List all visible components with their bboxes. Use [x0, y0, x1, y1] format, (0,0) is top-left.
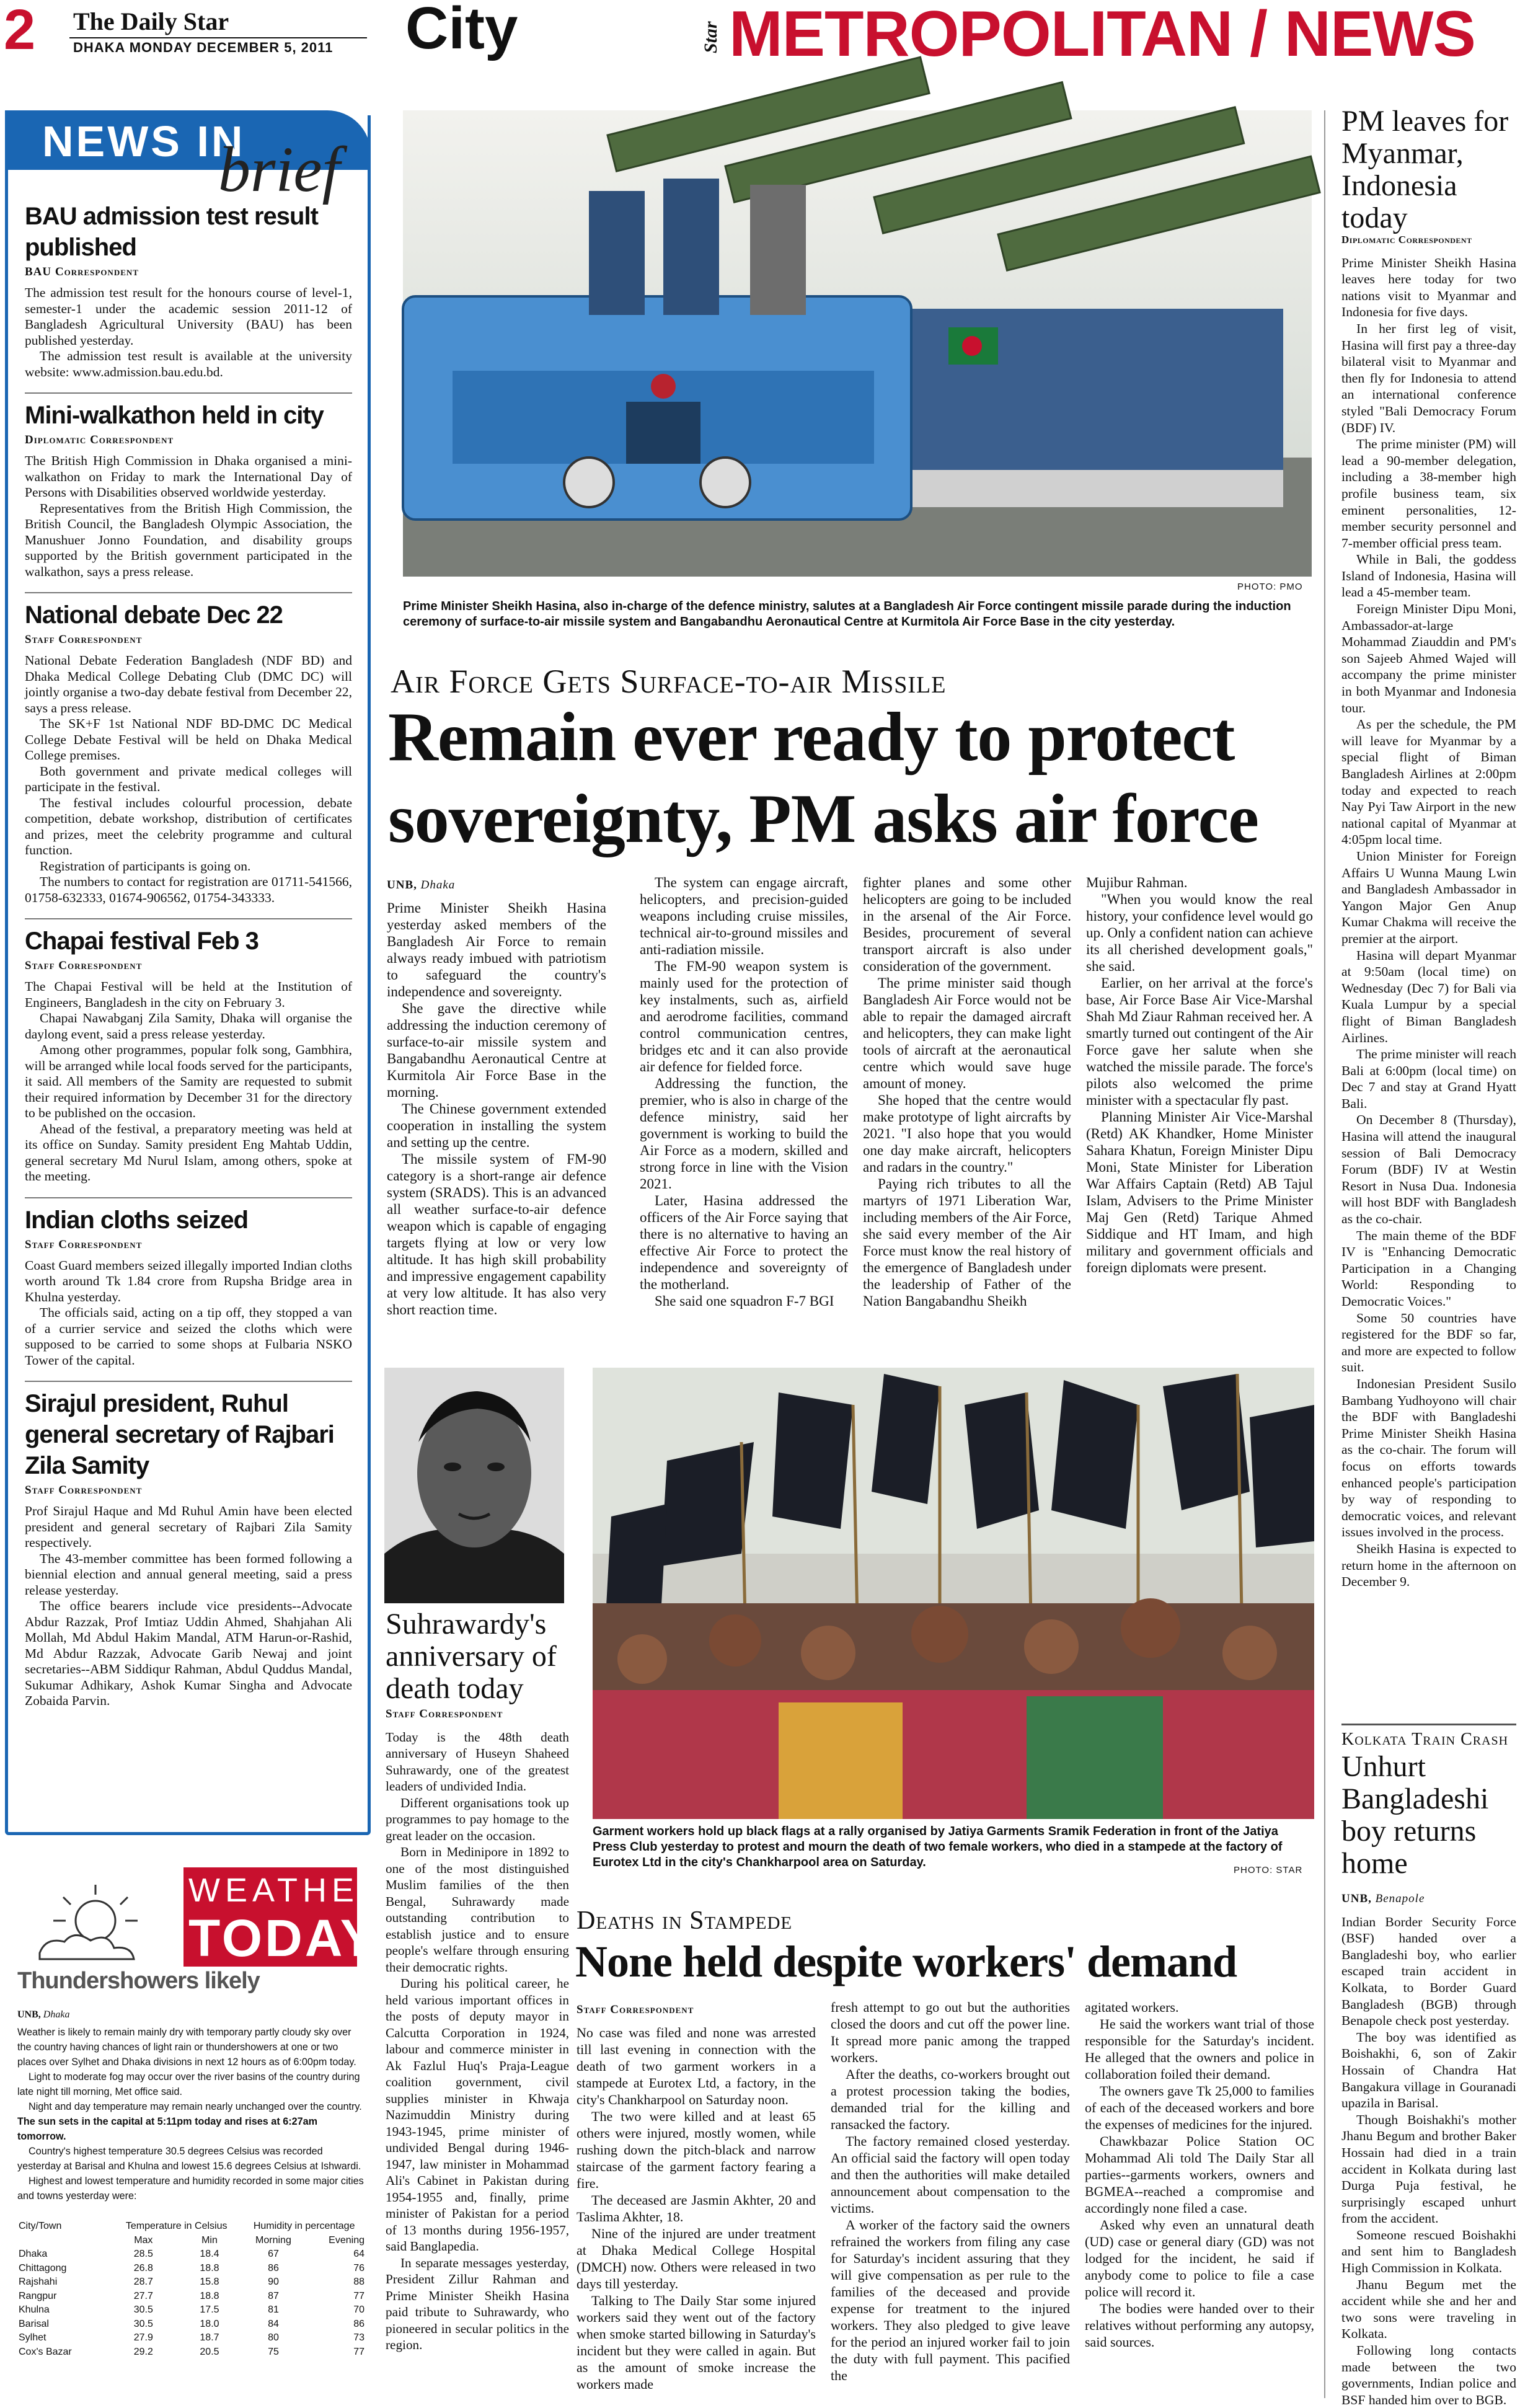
- paragraph: Earlier, on her arrival at the force's base, Air Force Base Air Vice-Marshal Shah Md Ziaur Rahman received her. A smartly turned out contingent of the Air Force gave her salute when she watched the missile parade. The force's pilots also welcomed the prime minister with a spectacular fly past.: [1086, 975, 1313, 1108]
- paragraph: She hoped that the centre would make prototype of light aircrafts by 2021. "I also hope that you would one day make aircraft, helicopters and radars in the country.": [863, 1092, 1071, 1175]
- paragraph: In her first leg of visit, Hasina will first pay a three-day bilateral visit to Myanmar and then fly for Indonesia to attend an international conference styled "Bali Democracy Forum (BDF) IV.: [1341, 321, 1516, 435]
- paragraph: Paying rich tributes to all the martyrs of 1971 Liberation War, including members of the Air Force, she said every member of the Air Force must know the real history of the emergence of Bangladesh under the leadership of Father of the Nation Bangabandhu Sheikh: [863, 1176, 1071, 1309]
- section-title: METROPOLITAN / NEWS: [729, 0, 1475, 70]
- weather-row: [17, 2262, 366, 2276]
- weather-cell: 18.0: [200, 2318, 219, 2329]
- weather-box: [9, 1854, 388, 2399]
- paragraph: Ahead of the festival, a preparatory meeting was held at its office on Sunday. Samity president Eng Mahtab Uddin, general secretary Md Nurul Islam, among others, spoke at the meeting.: [25, 1121, 352, 1184]
- weather-cell: 67: [268, 2249, 279, 2260]
- brief-separator: [25, 1381, 352, 1382]
- paragraph: Planning Minister Air Vice-Marshal (Retd) AK Khandker, Home Minister Sahara Khatun, Foreign Minister Dipu Moni, State Minister for Liberation War Affairs Captain (Retd) AB Tajul Islam, Advisers to the Prime Minister Maj Gen (Retd) Tarique Ahmed Siddique and HT Imam, and high military and government officials and foreign diplomats were present.: [1086, 1109, 1313, 1275]
- weather-cell: Dhaka: [19, 2249, 48, 2260]
- weather-row: [17, 2317, 366, 2332]
- weather-row: [17, 2345, 366, 2360]
- main-headline-1: Remain ever ready to protect: [388, 699, 1235, 776]
- weather-body: [17, 2007, 366, 2203]
- weather-cell: Sylhet: [19, 2332, 46, 2344]
- paragraph: A worker of the factory said the owners refrained the workers from filing any case for Saturday's incident assuring that they will give compensation as per rule to the families of the deceased and provide expense for treatment to the injured workers. They also pledged to give leave for the period an injured worker fail to join the duty with full payment. This pacified the: [831, 2217, 1070, 2383]
- paragraph: On December 8 (Thursday), Hasina will attend the inaugural session of Bali Democracy Forum (BDF) IV at Westin Resort in Nusa Dua. Indonesia will host BDF with Bangladesh as the co-chair.: [1341, 1112, 1516, 1227]
- paragraph: The prime minister said though Bangladesh Air Force would not be able to repair the damaged aircraft and helicopters, they can make light tools of aircraft at the aeronautical centre which would save huge amount of money.: [863, 975, 1071, 1091]
- paragraph: The 43-member committee has been formed following a biennial election and annual general meeting, said a press release yesterday.: [25, 1551, 352, 1598]
- sun-cloud-icon: [21, 1872, 170, 1965]
- paragraph: fresh attempt to go out but the authorities closed the doors and cut off the power line. It spread more panic among the trapped workers.: [831, 1999, 1070, 2065]
- paragraph: Country's highest temperature 30.5 degrees Celsius was recorded yesterday at Barisal and Khulna and lowest 15.6 degrees Celsius at Ishwardi.: [17, 2146, 361, 2172]
- brief-headline: Chapai festival Feb 3: [25, 927, 258, 955]
- paragraph: Hasina will depart Myanmar at 9:50am (local time) on Wednesday (Dec 7) for Bali via Kuala Lumpur by a special flight of Biman Bangladesh Airlines.: [1341, 947, 1516, 1045]
- crowd: [593, 1598, 1314, 1819]
- brief-byline: Staff Correspondent: [25, 1237, 143, 1251]
- top-photo-credit: PHOTO: PMO: [1237, 582, 1303, 592]
- pm-leaves-headline: PM leaves for Myanmar, Indonesia today: [1341, 105, 1509, 234]
- paragraph: Someone rescued Boishakhi and sent him to Bangladesh High Commission in Kolkata.: [1341, 2227, 1516, 2276]
- weather-cell: 80: [268, 2332, 279, 2344]
- suhrawardy-body: [386, 1706, 569, 2401]
- paragraph: Addressing the function, the premier, who is also in charge of the defence ministry, said her government is working to build the Air Force as a modern, skilled and strong force in line with the Vision 2021.: [640, 1076, 848, 1192]
- unhurt-byline: [1341, 1891, 1516, 1908]
- paragraph: The factory remained closed yesterday. An official said the factory will open today and then the authorities will make detailed announcement about compensation to the victims.: [831, 2133, 1070, 2216]
- weather-cell: 17.5: [200, 2304, 219, 2316]
- brief-headline: National debate Dec 22: [25, 601, 283, 629]
- suhrawardy-portrait: [384, 1368, 564, 1603]
- paragraph: The main theme of the BDF IV is "Enhancing Democratic Participation in a Changing World: Responding to Democratic Voices.": [1341, 1228, 1516, 1309]
- dateline: DHAKA MONDAY DECEMBER 5, 2011: [73, 40, 334, 55]
- paragraph: Highest and lowest temperature and humidity recorded in some major cities and towns yesterday were:: [17, 2176, 364, 2202]
- stampede-headline: None held despite workers' demand: [575, 1937, 1237, 1986]
- paragraph: "When you would know the real history, your confidence level would go up. Only a confident nation can achieve its all cherished development goals," she said.: [1086, 892, 1313, 974]
- weather-table-head-hum: Humidity in percentage: [253, 2221, 355, 2232]
- weather-row: [17, 2290, 366, 2304]
- weather-table: [17, 2220, 366, 2359]
- weather-cell: 30.5: [133, 2318, 153, 2329]
- paragraph: No case was filed and none was arrested till last evening in connection with the death of two garment workers in a stampede at Eurotex Ltd, a factory, in the city's Chankharpool on Saturday noon.: [577, 2025, 816, 2107]
- paragraph: Different organisations took up programmes to pay homage to the great leader on the occasion.: [386, 1795, 569, 1843]
- unhurt-kicker: Kolkata Train Crash: [1341, 1730, 1509, 1749]
- unhurt-headline: Unhurt Bangladeshi boy returns home: [1341, 1750, 1489, 1880]
- weather-cell: Chittagong: [19, 2262, 67, 2273]
- rally-photo: [593, 1368, 1314, 1819]
- weather-cell: 28.5: [133, 2249, 153, 2260]
- weather-cell: 28.7: [133, 2277, 153, 2288]
- main-byline-source: UNB,: [387, 879, 417, 892]
- paragraph: The prime minister will reach Bali at 6:00pm (local time) on Dec 7 and stay at Grand Hyatt Bali.: [1341, 1047, 1516, 1111]
- weather-cell: 75: [268, 2346, 279, 2357]
- paragraph: The two were killed and at least 65 others were injured, mostly women, while rushing down the pitch-black and narrow staircase of the garment factory fearing a fire.: [577, 2109, 816, 2191]
- suhrawardy-paragraphs: [386, 1729, 569, 2353]
- paragraph: Some 50 countries have registered for the BDF so far, and more are expected to follow suit.: [1341, 1310, 1516, 1375]
- paragraph: Representatives from the British High Commission, the British Council, the Bangladesh Olympic Association, the Manushuer Jonno Foundation, and disability groups supported by the British government participated in the walkathon, says a press release.: [25, 500, 352, 579]
- paragraph: Nine of the injured are under treatment at Dhaka Medical College Hospital (DMCH) now. Others were released in two days till yesterday.: [577, 2226, 816, 2291]
- brief-item: [25, 1205, 352, 1369]
- pm-leaves-body: [1341, 232, 1516, 1732]
- paragraph: She said one squadron F-7 BGI: [655, 1293, 834, 1309]
- news-in-brief-script: brief: [218, 134, 340, 205]
- paragraph: Indian Border Security Force (BSF) handed over a Bangladeshi boy, who earlier escaped train accident in Kolkata, to Border Guard Bangladesh (BGB) through Benapole check post yesterday.: [1341, 1914, 1516, 2029]
- paragraph: Indonesian President Susilo Bambang Yudhoyono will chair the BDF with Bangladeshi Prime Minister Sheikh Hasina as the co-chair. The forum will focus on efforts towards enhanced people's participation by way of responding to democratic voices, and relevant issues involved in the process.: [1341, 1376, 1516, 1540]
- news-in-brief-title: NEWS IN: [42, 117, 245, 166]
- weather-title-1: WEATHER: [188, 1872, 388, 1909]
- paragraph: As per the schedule, the PM will leave for Myanmar by a special flight of Biman Bangladesh Airlines at 2:00pm today and expected to reach Nay Pyi Taw Airport in the new national capital of Myanmar at 4:05pm local time.: [1341, 717, 1516, 848]
- main-col-1-paragraphs: [387, 900, 606, 1318]
- header-rule: [69, 37, 367, 38]
- weather-cell: 18.7: [200, 2332, 219, 2344]
- paragraph: Though Boishakhi's mother Jhanu Begum and brother Baker Hossain had died in a train accident in Kolkata during last Durga Puja festival, he surprisingly escaped unhurt from the accident.: [1341, 2112, 1516, 2226]
- brief-body: [25, 653, 352, 906]
- weather-cell: 20.5: [200, 2346, 219, 2357]
- weather-cell: 86: [268, 2262, 279, 2273]
- brief-byline: Staff Correspondent: [25, 959, 143, 972]
- weather-cell: 30.5: [133, 2304, 153, 2316]
- weather-byline-place: Dhaka: [43, 2009, 70, 2020]
- paragraph: Weather is likely to remain mainly dry with temporary partly cloudy sky over the country having chances of light rain or thundershowers at one or two places over Sylhet and Dhaka divisions in next 12 hours as of 6:00pm today.: [17, 2027, 356, 2068]
- weather-byline-source: UNB,: [17, 2009, 41, 2020]
- weather-cell: 70: [353, 2304, 365, 2316]
- blue-jeep: [403, 296, 911, 520]
- brief-separator: [25, 1197, 352, 1198]
- brief-item: [25, 400, 352, 580]
- weather-cell: 77: [353, 2290, 365, 2301]
- weather-cell: 86: [353, 2318, 365, 2329]
- paragraph: Union Minister for Foreign Affairs U Wunna Maung Lwin and Bangladesh Ambassador in Yangon Major Gen Anup Kumar Chakma will receive the premier at the airport.: [1341, 848, 1516, 946]
- brief-separator: [25, 918, 352, 919]
- weather-cell: 81: [268, 2304, 279, 2316]
- unhurt-byline-place: Benapole: [1375, 1892, 1425, 1905]
- paragraph: Asked why even an unnatural death (UD) case or general diary (GD) was not lodged for the incident, he said if anybody come to police to file a case police will record it.: [1085, 2217, 1314, 2300]
- weather-cell: 29.2: [133, 2346, 153, 2357]
- weather-table-sub-min: Min: [201, 2234, 218, 2246]
- weather-cell: 84: [268, 2318, 279, 2329]
- brief-headline: BAU admission test result published: [25, 203, 318, 261]
- brief-byline: BAU Correspondent: [25, 265, 139, 278]
- suhrawardy-headline: Suhrawardy's anniversary of death today: [386, 1608, 557, 1705]
- paragraph: The Chinese government extended cooperation in installing the system and setting up the centre.: [387, 1101, 606, 1150]
- weather-cell: Khulna: [19, 2304, 50, 2316]
- paragraph: During his political career, he held various important offices in the posts of deputy mayor in Calcutta Corporation in 1924, labour and commerce minister in Ak Fazlul Huq's Praja-League coalition government, civil supplies minister in Khwaja Nazimuddin Ministry during 1943-1945, prime minister of undivided Bengal during 1946-1947, law minister in Mohammad Ali's Cabinet in Pakistan during 1954-1955 and, finally, prime minister of Pakistan for a period of 13 months during 1956-1957, said Banglapedia.: [386, 1976, 569, 2254]
- weather-cell: 64: [353, 2249, 365, 2260]
- brief-headline: Mini-walkathon held in city: [25, 402, 324, 429]
- weather-cell: 15.8: [200, 2277, 219, 2288]
- paragraph: The system can engage aircraft, helicopters, and precision-guided weapons including cruise missiles, technical air-to-ground missiles and anti-radiation missile.: [640, 875, 848, 957]
- paragraph: Foreign Minister Dipu Moni, Ambassador-at-large Mohammad Ziauddin and PM's son Sajeeb Ahmed Wajed will accompany the prime minister in both Myanmar and Indonesia tour.: [1341, 601, 1516, 715]
- right-column-separator: [1341, 1724, 1516, 1725]
- paragraph: The festival includes colourful procession, debate competition, debate workshop, distribution of certificates and prizes, meet the celebrity programme and cultural function.: [25, 795, 352, 857]
- brief-headline: Indian cloths seized: [25, 1206, 249, 1234]
- paragraph: Among other programmes, popular folk song, Gambhira, will be arranged while local foods served for the participants, it said. All members of the Samity are requested to submit their required information by December 31 for the directory to be published on the occasion.: [25, 1042, 352, 1120]
- paragraph: Following long contacts made between the two governments, Indian police and BSF handed him over to BGB.: [1341, 2343, 1516, 2407]
- weather-table-head-city: City/Town: [19, 2221, 62, 2232]
- paragraph: The admission test result is available at the university website: www.admission.bau.edu.bd.: [25, 348, 352, 379]
- paragraph: In separate messages yesterday, President Zillur Rahman and Prime Minister Sheikh Hasina paid tribute to Suhrawardy, who pioneered in secular politics in the region.: [386, 2255, 569, 2352]
- rally-photo-credit: PHOTO: STAR: [1234, 1865, 1303, 1875]
- weather-table-sub-evening: Evening: [329, 2234, 365, 2246]
- paragraph: fighter planes and some other helicopters are going to be included in the arsenal of the Air Force. Besides, procurement of several transport aircraft is also under consideration of the government.: [863, 875, 1071, 974]
- main-kicker: Air Force Gets Surface-to-air Missile: [391, 663, 947, 700]
- suhrawardy-byline: Staff Correspondent: [386, 1707, 503, 1720]
- paragraph: agitated workers.: [1085, 1999, 1179, 2015]
- paragraph: Prof Sirajul Haque and Md Ruhul Amin have been elected president and general secretary of Rajbari Zila Samity respectively.: [25, 1503, 352, 1550]
- weather-cell: 87: [268, 2290, 279, 2301]
- weather-table-head-temp: Temperature in Celsius: [125, 2221, 228, 2232]
- weather-table-subhead: [17, 2234, 366, 2248]
- paragraph: The British High Commission in Dhaka organised a mini-walkathon on Friday to mark the International Day of Persons with Disabilities observed worldwide yesterday.: [25, 453, 352, 500]
- rally-photo-caption: Garment workers hold up black flags at a rally organised by Jatiya Garments Sramik Federation in front of the Jatiya Press Club yesterday to protest and mourn the death of two female workers, who died in a stampede at the factory of Eurotex Ltd in the city's Chankharpool area on Saturday.: [593, 1825, 1283, 1869]
- weather-cell: 27.9: [133, 2332, 153, 2344]
- weather-paragraphs-2: [17, 2144, 366, 2203]
- pm-leaves-paragraphs: [1341, 255, 1516, 1590]
- weather-cell: 18.8: [200, 2290, 219, 2301]
- paragraph: National Debate Federation Bangladesh (NDF BD) and Dhaka Medical College Debating Club (DMC DC) will jointly organise a two-day debate festival from December 22, says a press release.: [25, 653, 352, 715]
- weather-row: [17, 2331, 366, 2345]
- paragraph: Jhanu Begum met the accident while she and her and two sons were traveling in Kolkata.: [1341, 2277, 1516, 2342]
- top-photo: [403, 110, 1312, 577]
- paragraph: Coast Guard members seized illegally imported Indian cloths worth around Tk 1.84 crore from Rupsha Bridge area in Khulna yesterday.: [25, 1257, 352, 1304]
- weather-cell: 77: [353, 2346, 365, 2357]
- paragraph: The SK+F 1st National NDF BD-DMC DC Medical College Debate Festival will be held on Dhaka Medical College premises.: [25, 716, 352, 763]
- brief-item: [25, 926, 352, 1185]
- parade-photo-image: [403, 110, 1312, 577]
- main-col-3: [863, 874, 1071, 1358]
- weather-cell: Cox's Bazar: [19, 2346, 72, 2357]
- paragraph: The FM-90 weapon system is mainly used for the protection of key instalments, such as, airfield and aerodrome facilities, command control communication centres, bridges etc and it can also provide air defence for fielded force.: [640, 958, 848, 1074]
- weather-cell: 26.8: [133, 2262, 153, 2273]
- paragraph: The office bearers include vice presidents--Advocate Abdur Razzak, Prof Imtiaz Uddin Ahmed, Shahjahan Ali Mollah, Md Abdul Hakim Mandal, ATM Harun-or-Rashid, Md Abdur Razzak, Advocate Garib Newaj and joint secretaries--ABM Siddiqur Rahman, Abdul Quddus Mandal, Sukumar Adhikary, Ashok Kumar Singha and Advocate Zobaida Parvin.: [25, 1598, 352, 1708]
- weather-table-subhead-blank: [17, 2234, 110, 2248]
- brief-separator: [25, 592, 352, 593]
- brief-item: [25, 201, 352, 380]
- stampede-col-1-paragraphs: [577, 2024, 816, 2393]
- weather-paragraphs: [17, 2025, 366, 2114]
- stampede-byline: Staff Correspondent: [577, 2003, 694, 2016]
- paragraph: The admission test result for the honours course of level-1, semester-1 under the academic session 2011-12 of Bangladesh Agricultural University (BAU) has been published yesterday.: [25, 285, 352, 348]
- weather-cell: 76: [353, 2262, 365, 2273]
- paragraph: The owners gave Tk 25,000 to families of each of the deceased workers and bore the expenses of medicines for the injured.: [1085, 2083, 1314, 2132]
- brief-headline: Sirajul president, Ruhul general secretary of Rajbari Zila Samity: [25, 1390, 334, 1479]
- weather-table-rows: [17, 2247, 366, 2359]
- brief-body: [25, 979, 352, 1185]
- paragraph: The bodies were handed over to their relatives without performing any autopsy, said sources.: [1085, 2301, 1314, 2350]
- stampede-kicker: Deaths in Stampede: [577, 1906, 793, 1935]
- main-byline-place: Dhaka: [420, 879, 456, 892]
- unhurt-body: [1341, 1891, 1516, 2407]
- brief-body: [25, 1503, 352, 1709]
- paragraph: The officials said, acting on a tip off, they stopped a van of a currier service and seized the cloths which were supposed to be carried to some shops at Fulbaria NSKO Tower of the capital.: [25, 1305, 352, 1368]
- paragraph: Registration of participants is going on.: [40, 858, 251, 874]
- paragraph: The numbers to contact for registration are 01711-541566, 01758-632333, 01674-906562, 01754-343333.: [25, 874, 352, 905]
- weather-cell: Rajshahi: [19, 2277, 58, 2288]
- weather-title-2: TODAY: [188, 1909, 378, 1967]
- brief-item: [25, 1388, 352, 1709]
- paragraph: He said the workers want trial of those responsible for the Saturday's incident. He alleged that the owners and police in collaboration foiled their demand.: [1085, 2016, 1314, 2082]
- weather-cell: 27.7: [133, 2290, 153, 2301]
- brief-byline: Staff Correspondent: [25, 633, 143, 646]
- brief-byline: Diplomatic Correspondent: [25, 433, 174, 446]
- paragraph: Mujibur Rahman.: [1086, 875, 1188, 890]
- stampede-col-1: [577, 1999, 816, 2401]
- weather-row: [17, 2247, 366, 2262]
- paragraph: After the deaths, co-workers brought out a protest procession taking the bodies, demanded trial for the killing and ransacked the factory.: [831, 2066, 1070, 2132]
- main-byline: [387, 877, 606, 893]
- paragraph: Sheikh Hasina is expected to return home in the afternoon on December 9.: [1341, 1541, 1516, 1590]
- main-col-2: [640, 874, 848, 1358]
- weather-row: [17, 2275, 366, 2290]
- brief-item: [25, 600, 352, 906]
- paragraph: Born in Medinipore in 1892 to one of the most distinguished Muslim families of the then Bengal, Suhrawardy made outstanding contribution to establish justice and to ensure people's welfare through ensuring their democratic rights.: [386, 1844, 569, 1975]
- pm-leaves-byline: Diplomatic Correspondent: [1341, 234, 1472, 246]
- paragraph: Chawkbazar Police Station OC Mohammad Ali told The Daily Star all parties--garments workers, owners and BGMEA--reached a compromise and accordingly none filed a case.: [1085, 2133, 1314, 2216]
- weather-table-head: [17, 2220, 366, 2234]
- weather-cell: 18.8: [200, 2262, 219, 2273]
- top-photo-caption: Prime Minister Sheikh Hasina, also in-charge of the defence ministry, salutes at a Bangladesh Air Force contingent missile parade during the induction ceremony of surface-to-air missile system and Bangabandhu Aeronautical Centre at Kurmitola Air Force Base in the city yesterday.: [403, 600, 1291, 629]
- paragraph: Talking to The Daily Star some injured workers said they went out of the factory when smoke started billowing in Saturday's incident but they were called in again. But as the amount of smoke increase the workers made: [577, 2293, 816, 2392]
- weather-cell: Barisal: [19, 2318, 49, 2329]
- stampede-col-2: [831, 1999, 1070, 2401]
- brief-body: [25, 285, 352, 380]
- paragraph: Light to moderate fog may occur over the river basins of the country during late night till morning, Met office said.: [17, 2071, 360, 2097]
- portrait-image: [384, 1368, 564, 1603]
- weather-cell: 73: [353, 2332, 365, 2344]
- paragraph: Night and day temperature may remain nearly unchanged over the country.: [29, 2101, 362, 2112]
- paragraph: She gave the directive while addressing the induction ceremony of surface-to-air missile system and Bangabandhu Aeronautical Centre at Kurmitola Air Force Base in the morning.: [387, 1001, 606, 1100]
- paragraph: Both government and private medical colleges will participate in the festival.: [25, 763, 352, 794]
- weather-sun-line: The sun sets in the capital at 5:11pm today and rises at 6:27am tomorrow.: [17, 2116, 317, 2142]
- paragraph: Chapai Nawabganj Zila Samity, Dhaka will organise the daylong event, said a press release yesterday.: [25, 1011, 352, 1042]
- brief-separator: [25, 392, 352, 394]
- page-number: 2: [4, 0, 36, 61]
- paragraph: The prime minister (PM) will lead a 90-member delegation, including a 38-member high profile business team, six eminent personalities, 12-member security personnel and 7-member official press team.: [1341, 436, 1516, 551]
- brief-body: [25, 1258, 352, 1369]
- news-in-brief-header: [5, 110, 371, 210]
- main-headline-2: sovereignty, PM asks air force: [388, 781, 1259, 857]
- main-col-1: [387, 874, 606, 1358]
- paragraph: Prime Minister Sheikh Hasina leaves here today for two nations visit to Myanmar and Indonesia for five days.: [1341, 255, 1516, 320]
- weather-table-sub-morning: Morning: [255, 2234, 291, 2246]
- brief-body: [25, 453, 352, 580]
- paragraph: While in Bali, the goddess Island of Indonesia, Hasina will lead a 45-member team.: [1341, 552, 1516, 600]
- city-label: City: [405, 0, 518, 61]
- stampede-col-3: [1085, 1999, 1314, 2401]
- paragraph: The missile system of FM-90 category is a short-range air defence system (SRADS). This is an advanced all weather surface-to-air defence weapon which is capable of engaging targets flying at low or very low altitude. It has high skill probability and impressive engagement capability at very low altitude. It has also very short reaction time.: [387, 1151, 606, 1317]
- weather-byline: [17, 2007, 366, 2022]
- news-in-brief-list: [25, 198, 352, 1722]
- star-mark: Star: [700, 21, 721, 53]
- main-col-4: [1086, 874, 1313, 1358]
- right-column-rule: [1324, 110, 1325, 2398]
- weather-subtitle: Thundershowers likely: [17, 1968, 260, 1994]
- rally-photo-image: [593, 1368, 1314, 1819]
- paragraph: Prime Minister Sheikh Hasina yesterday asked members of the Bangladesh Air Force to remain always ready imbued with patriotism to safeguard the country's independence and sovereignty.: [387, 900, 606, 999]
- brief-byline: Staff Correspondent: [25, 1484, 143, 1497]
- weather-table-sub-max: Max: [134, 2234, 153, 2246]
- paragraph: The boy was identified as Boishakhi, 6, son of Zakir Hossain of Chandra Hat Bangakura village in Gouranadi upazila in Barisal.: [1341, 2029, 1516, 2111]
- weather-cell: 90: [268, 2277, 279, 2288]
- paragraph: Today is the 48th death anniversary of Huseyn Shaheed Suhrawardy, one of the greatest leaders of undivided India.: [386, 1729, 569, 1794]
- weather-cell: Rangpur: [19, 2290, 57, 2301]
- weather-row: [17, 2303, 366, 2317]
- unhurt-byline-source: UNB,: [1341, 1892, 1372, 1905]
- paragraph: The deceased are Jasmin Akhter, 20 and Taslima Akhter, 18.: [577, 2192, 816, 2224]
- unhurt-paragraphs: [1341, 1914, 1516, 2408]
- paragraph: Later, Hasina addressed the officers of the Air Force saying that there is no alternative to having an effective Air Force to protect the independence and sovereignty of the motherland.: [640, 1193, 848, 1292]
- weather-cell: 18.4: [200, 2249, 219, 2260]
- paragraph: The Chapai Festival will be held at the Institution of Engineers, Bangladesh in the city on February 3.: [25, 979, 352, 1010]
- masthead-logo: The Daily Star: [73, 7, 229, 35]
- weather-cell: 88: [353, 2277, 365, 2288]
